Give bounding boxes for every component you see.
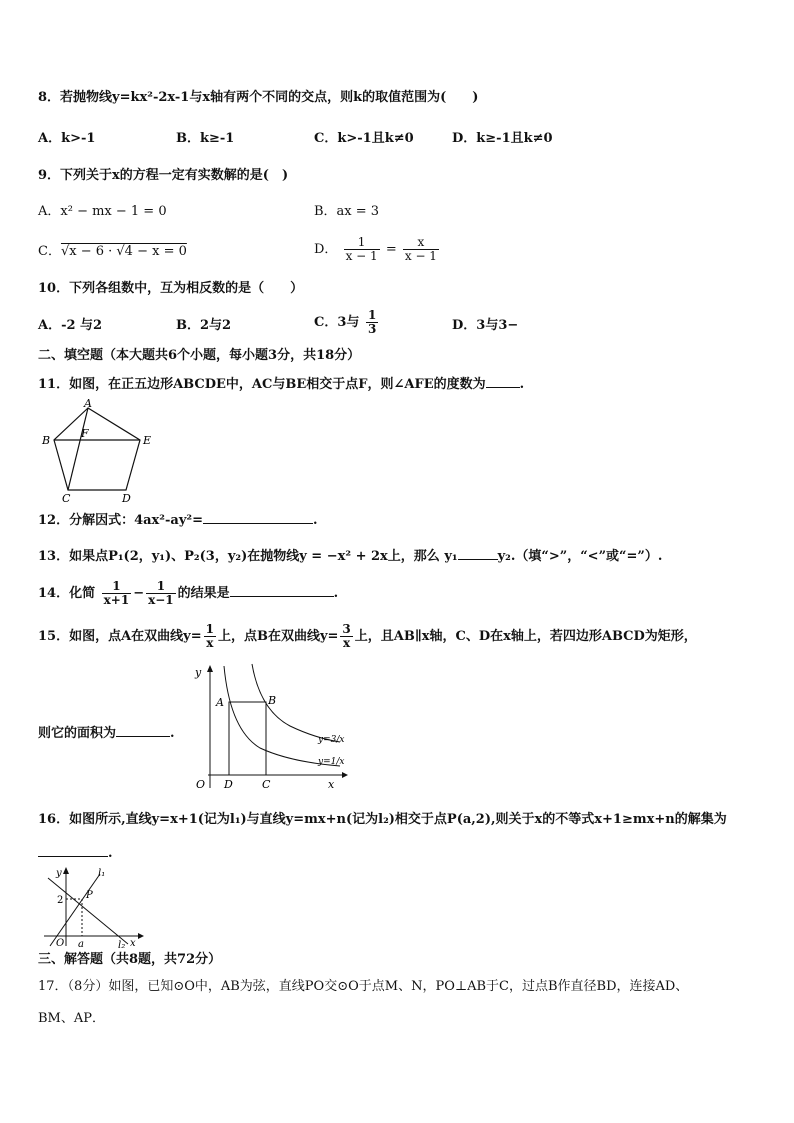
label-x: x [328,778,335,791]
q12-end: . [312,513,318,528]
q15-fraction-2: $\frac{3}{x}$ [342,622,351,650]
q14-fraction-2: $\frac{1}{x-1}$ [148,579,174,607]
q10-option-a: A．-2 与2 [38,318,103,333]
label-c: C [262,778,271,791]
q14-fraction-1: $\frac{1}{x+1}$ [103,579,130,607]
q15-text-1: 15．如图，点A在双曲线y= [38,629,202,644]
y-axis-arrow [63,867,69,874]
q9-option-d-equals: = [385,242,397,257]
q10-option-b: B．2与2 [176,318,232,333]
q14-minus: − [133,586,145,601]
q14-end: . [333,586,339,601]
label-a: A [216,696,224,709]
q10-stem: 10．下列各组数中，互为相反数的是（ ） [38,281,304,296]
q15-stem [38,623,697,650]
pentagon-figure [36,396,156,504]
q16-answer-blank[interactable] [38,843,108,857]
q8-option-d: D．k≥-1且k≠0 [452,131,553,146]
q15-text-4: 则它的面积为 [38,726,117,741]
section-2-heading: 二、填空题（本大题共6个小题，每小题3分，共18分） [38,348,361,363]
q15-stem-line-2 [38,723,175,743]
label-origin: O [56,938,65,949]
q16-end: . [108,846,113,861]
label-e: E [143,434,152,447]
q8-option-b: B．k≥-1 [176,131,235,146]
q9-option-d-fraction-2: $\frac{x}{x - 1}$ [404,235,437,263]
line-l2 [48,878,128,944]
q11-answer-blank[interactable] [486,374,520,388]
label-y: y [56,868,62,879]
label-two: 2 [57,895,64,906]
q9-stem: 9．下列关于x的方程一定有实数解的是( ) [38,168,289,183]
hyperbola-figure [190,660,350,792]
q11-text: 11．如图，在正五边形ABCDE中，AC与BE相交于点F，则∠AFE的度数为 [38,377,486,392]
q11-end: . [519,377,525,392]
q12-stem [38,510,318,530]
q12-answer-blank[interactable] [203,510,313,524]
q10-option-d: D．3与3− [452,318,519,333]
section-3-heading: 三、解答题（共8题，共72分） [38,952,222,967]
q9-option-b: B．ax = 3 [314,204,380,219]
label-l1: l₁ [98,868,106,879]
q8-option-c: C．k>-1且k≠0 [314,131,414,146]
rectangle-abcd [229,702,266,775]
q13-text: 13．如果点P₁(2，y₁)、P₂(3，y₂)在抛物线y = −x² + 2x上，那么 y₁ [38,549,458,564]
q16-stem: 16．如图所示,直线y=x+1(记为l₁)与直线y=mx+n(记为l₂)相交于点P(a,2),则关于x的不等式x+1≥mx+n的解集为 [38,812,727,827]
label-curve-1: y=1/x [318,757,345,767]
q14-stem [38,580,338,607]
label-p: P [86,890,93,901]
label-d: D [122,492,131,504]
q14-tail: 的结果是 [177,586,230,601]
lines-figure [40,864,150,950]
q14-label: 14．化简 [38,586,96,601]
label-a: a [78,939,84,950]
q15-fraction-1: $\frac{1}{x}$ [205,622,214,650]
q10-option-c-fraction: $\frac{1}{3}$ [367,308,377,336]
label-c: C [62,492,71,504]
label-origin: O [196,778,206,791]
q8-stem: 8．若抛物线y=kx²-2x-1与x轴有两个不同的交点，则k的取值范围为( ) [38,90,479,105]
q17-line-2: BM、AP． [38,1011,105,1026]
label-a: A [84,397,92,410]
q11-stem [38,374,524,394]
pentagon-outline [54,408,140,490]
q13-answer-blank[interactable] [458,546,498,560]
curve-3-over-x [252,664,340,742]
label-b: B [42,434,51,447]
q8-option-a: A．k>-1 [38,131,96,146]
q15-end: . [170,726,175,741]
q10-option-c [314,309,380,336]
q9-option-a: A．x² − mx − 1 = 0 [38,204,167,219]
q10-option-c-label: C．3与 [314,315,360,330]
q17-line-1: 17．（8分）如图，已知⊙O中，AB为弦，直线PO交⊙O于点M、N，PO⊥AB于C，过点B作直径BD，连接AD、 [38,979,689,994]
x-axis-arrow [342,772,348,778]
q9-option-c-expr: √x − 6 · √4 − x = 0 [60,244,187,259]
diagonal-ac [68,408,88,490]
q13-stem [38,546,662,566]
q13-tail: y₂.（填“>”，“<”或“=”）. [497,549,663,564]
label-f: F [81,427,89,440]
x-axis-arrow [138,933,144,939]
q9-option-c [38,243,187,261]
q9-option-c-label: C． [38,244,61,259]
q12-text: 12．分解因式：4ax²-ay²= [38,513,203,528]
label-l2: l₂ [118,940,126,950]
label-y: y [195,666,202,679]
curve-1-over-x [224,666,340,766]
q9-option-d-label: D． [314,242,338,257]
label-d: D [224,778,233,791]
q15-text-3: 上，且AB∥x轴，C、D在x轴上，若四边形ABCD为矩形， [354,629,697,644]
q9-option-d [314,236,441,263]
q9-option-d-fraction-1: $\frac{1}{x - 1}$ [345,235,378,263]
q14-answer-blank[interactable] [230,583,334,597]
q15-text-2: 上，点B在双曲线y= [217,629,339,644]
q15-answer-blank[interactable] [116,723,170,737]
label-b: B [268,694,277,707]
y-axis-arrow [207,665,213,672]
label-curve-3: y=3/x [318,735,345,745]
label-x: x [130,938,136,949]
q16-stem-line-2 [38,843,113,863]
line-l1 [50,874,100,946]
